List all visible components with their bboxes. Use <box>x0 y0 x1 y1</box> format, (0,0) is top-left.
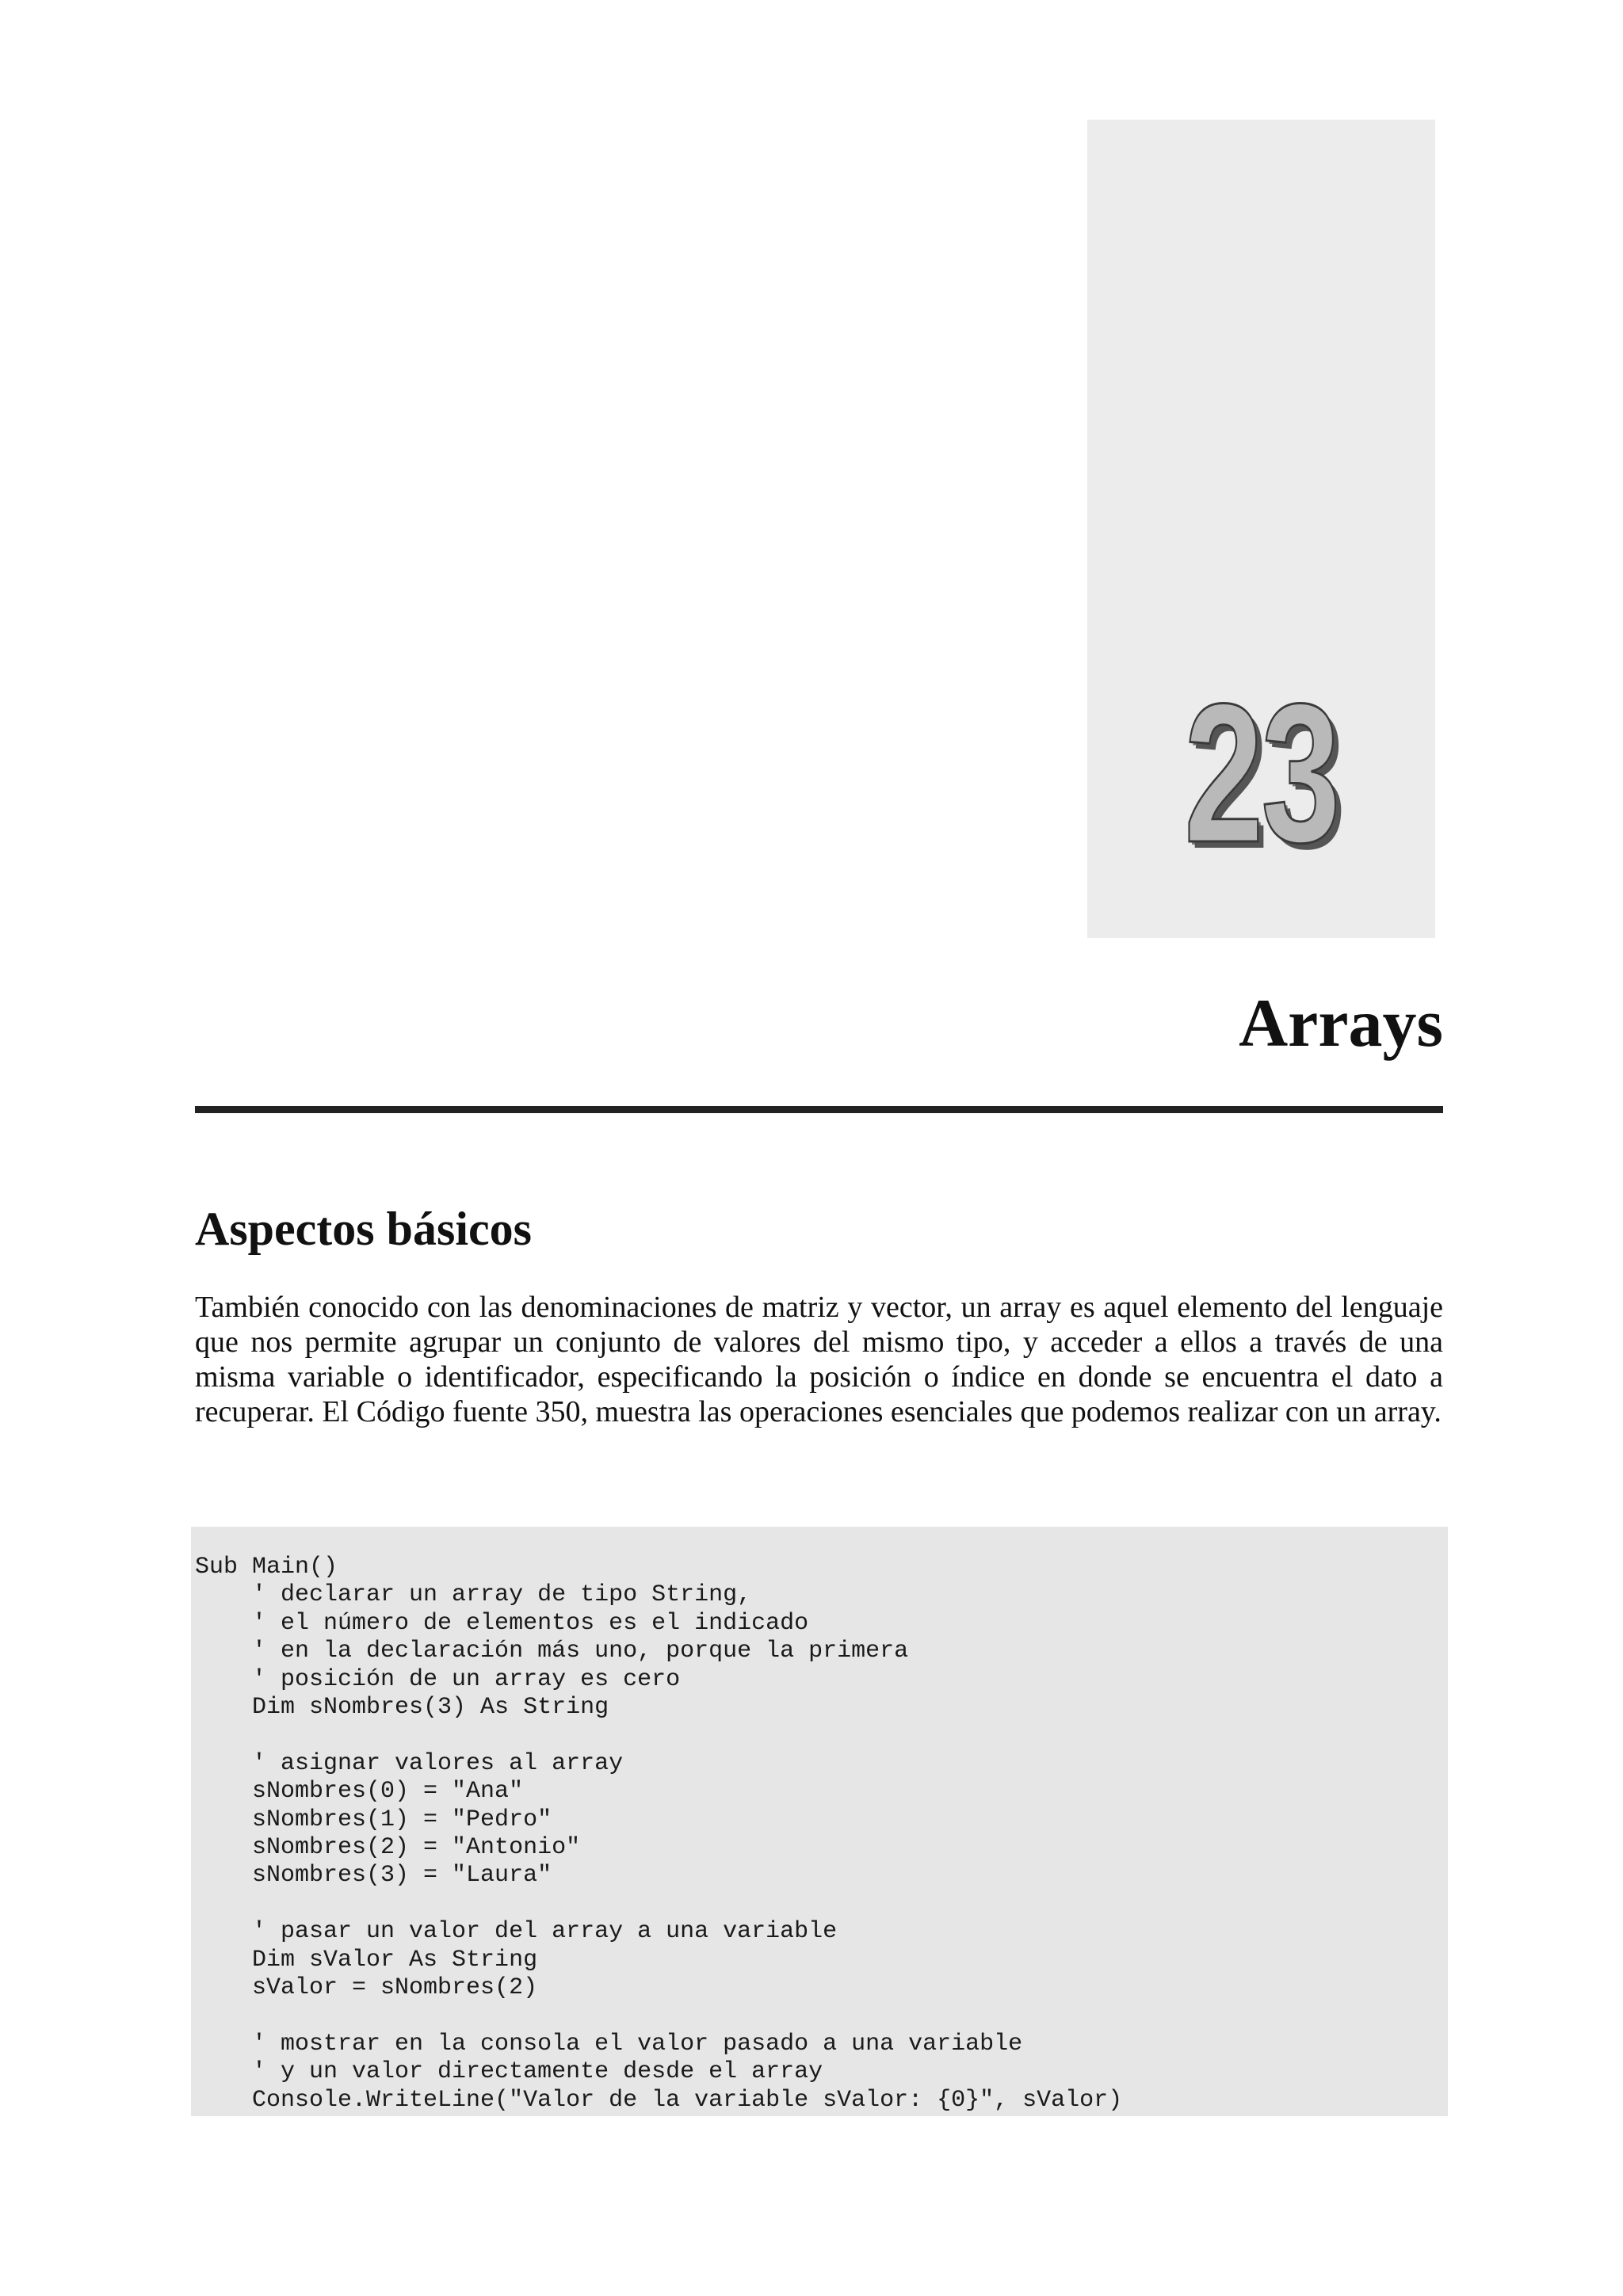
chapter-number-panel <box>1087 120 1435 938</box>
code-text: Sub Main() ' declarar un array de tipo String, ' el número de elementos es el indicado ' en la declaración más uno, porque la primera ' posición de un array es cero Dim sNombres(3) As String ' asignar valores al array sNombres(0) = "Ana" sNombres(1) = "Pedro" sNombres(2) = "Antonio" sNombres(3) = "Laura" ' pasar un valor del array a una variable Dim sValor As String sValor = sNombres(2) ' mostrar en la consola el valor pasado a una variable ' y un valor directamente desde el array Console.WriteLine("Valor de la variable sValor: {0}", sValor) <box>195 1554 1123 2114</box>
body-paragraph: También conocido con las denominaciones de matriz y vector, un array es aquel elemento del lenguaje que nos permite agrupar un conjunto de valores del mismo tipo, y acceder a ellos a través de una misma variable o identificador, especificando la posición o índice en donde se encuentra el dato a recuperar. El Código fuente 350, muestra las operaciones esenciales que podemos realizar con un array. <box>195 1291 1443 1428</box>
title-divider <box>195 1106 1443 1113</box>
section-heading: Aspectos básicos <box>195 1203 533 1255</box>
code-listing <box>191 1527 1448 2116</box>
chapter-title: Arrays <box>1239 985 1443 1061</box>
chapter-number: 23 <box>1184 662 1338 883</box>
